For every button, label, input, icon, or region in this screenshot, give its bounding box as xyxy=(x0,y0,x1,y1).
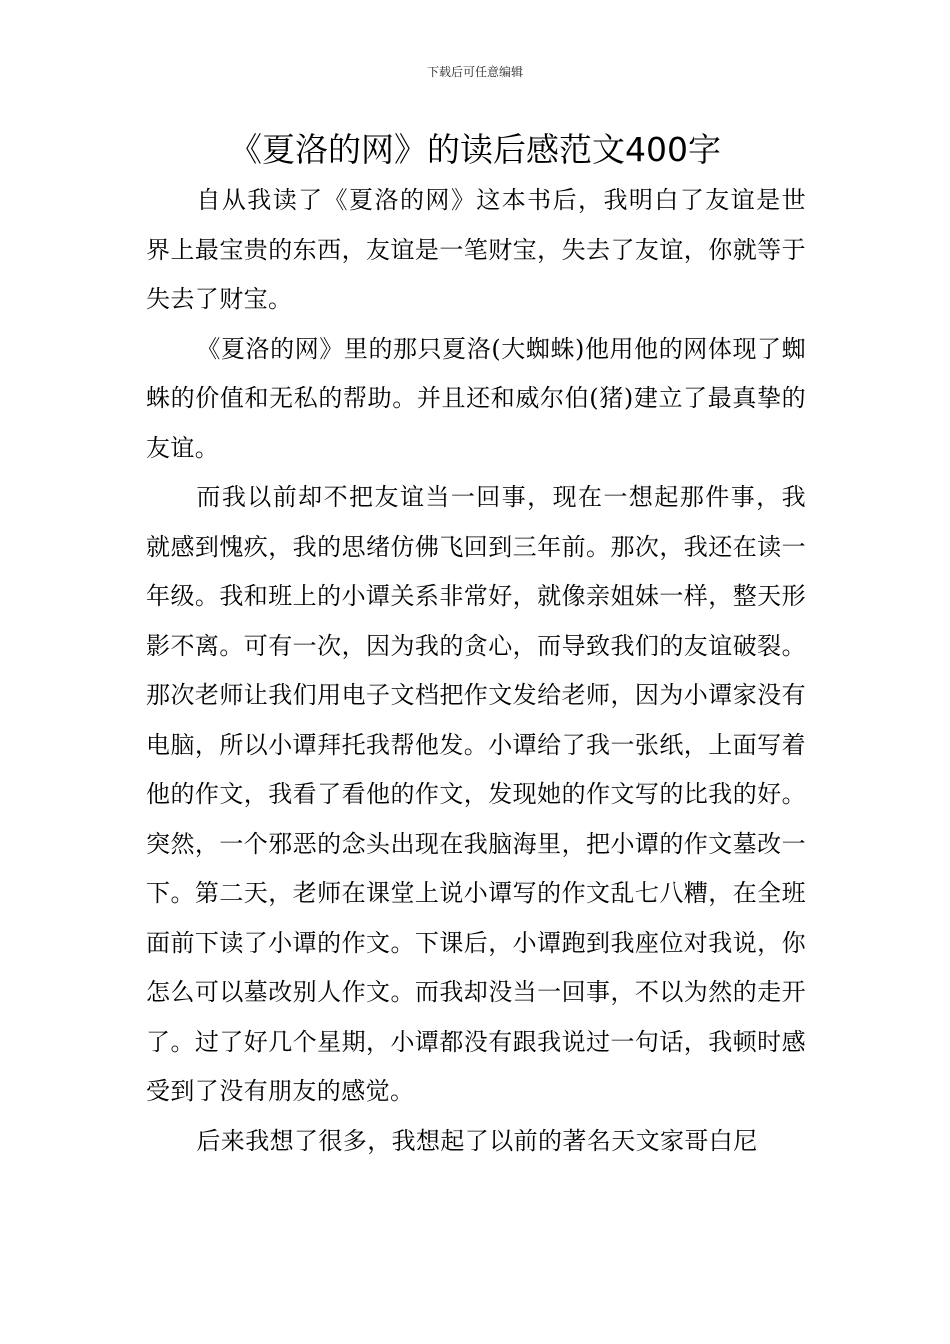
paragraph-3: 而我以前却不把友谊当一回事，现在一想起那件事，我就感到愧疚，我的思绪仿佛飞回到三年前。那次，我还在读一年级。我和班上的小谭关系非常好，就像亲姐妹一样，整天形影不离。可有一次，因为我的贪心，而导致我们的友谊破裂。那次老师让我们用电子文档把作文发给老师，因为小谭家没有电脑，所以小谭拜托我帮他发。小谭给了我一张纸，上面写着他的作文，我看了看他的作文，发现她的作文写的比我的好。突然，一个邪恶的念头出现在我脑海里，把小谭的作文墓改一下。第二天，老师在课堂上说小谭写的作文乱七八糟，在全班面前下读了小谭的作文。下课后，小谭跑到我座位对我说，你怎么可以墓改别人作文。而我却没当一回事，不以为然的走开了。过了好几个星期，小谭都没有跟我说过一句话，我顿时感受到了没有朋友的感觉。 xyxy=(146,483,806,1105)
paragraph-2: 《夏洛的网》里的那只夏洛(大蜘蛛)他用他的网体现了蜘蛛的价值和无私的帮助。并且还和威尔伯(猪)建立了最真挚的友谊。 xyxy=(146,334,806,462)
paragraph-4: 后来我想了很多，我想起了以前的著名天文家哥白尼 xyxy=(196,1126,758,1155)
document-body xyxy=(146,176,806,1166)
paragraph-1: 自从我读了《夏洛的网》这本书后，我明白了友谊是世界上最宝贵的东西，友谊是一笔财宝，失去了友谊，你就等于失去了财宝。 xyxy=(146,186,806,313)
document-title: 《夏洛的网》的读后感范文400字 xyxy=(229,130,721,169)
header-note: 下载后可任意编辑 xyxy=(426,65,523,79)
